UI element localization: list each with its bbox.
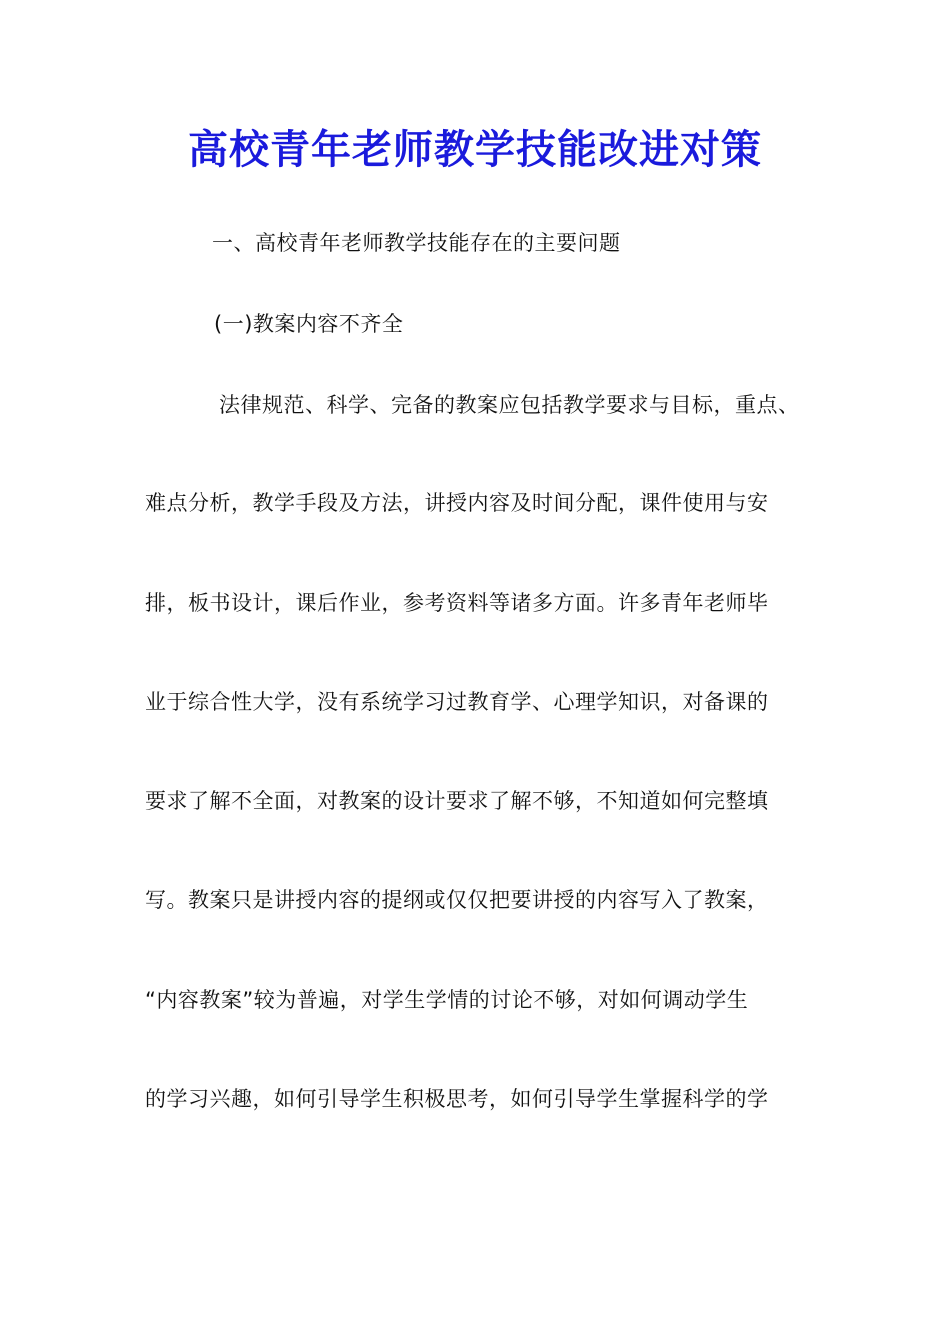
paragraph-line: 业于综合性大学，没有系统学习过教育学、心理学知识，对备课的 — [145, 690, 769, 714]
paragraph-line: 的学习兴趣，如何引导学生积极思考，如何引导学生掌握科学的学 — [145, 1087, 769, 1111]
subsection-heading: (一)教案内容不齐全 — [214, 312, 404, 336]
paragraph-line: 难点分析，教学手段及方法，讲授内容及时间分配，课件使用与安 — [145, 491, 769, 515]
paragraph-line: 写。教案只是讲授内容的提纲或仅仅把要讲授的内容写入了教案， — [145, 888, 769, 912]
paragraph-line: 法律规范、科学、完备的教案应包括教学要求与目标，重点、 — [219, 393, 800, 417]
paragraph-line: 要求了解不全面，对教案的设计要求了解不够，不知道如何完整填 — [145, 789, 769, 813]
paragraph-line: “内容教案”较为普遍，对学生学情的讨论不够，对如何调动学生 — [145, 988, 749, 1012]
document-title: 高校青年老师教学技能改进对策 — [188, 126, 762, 173]
section-heading: 一、高校青年老师教学技能存在的主要问题 — [212, 231, 621, 255]
paragraph-line: 排，板书设计，课后作业，参考资料等诸多方面。许多青年老师毕 — [145, 591, 769, 615]
